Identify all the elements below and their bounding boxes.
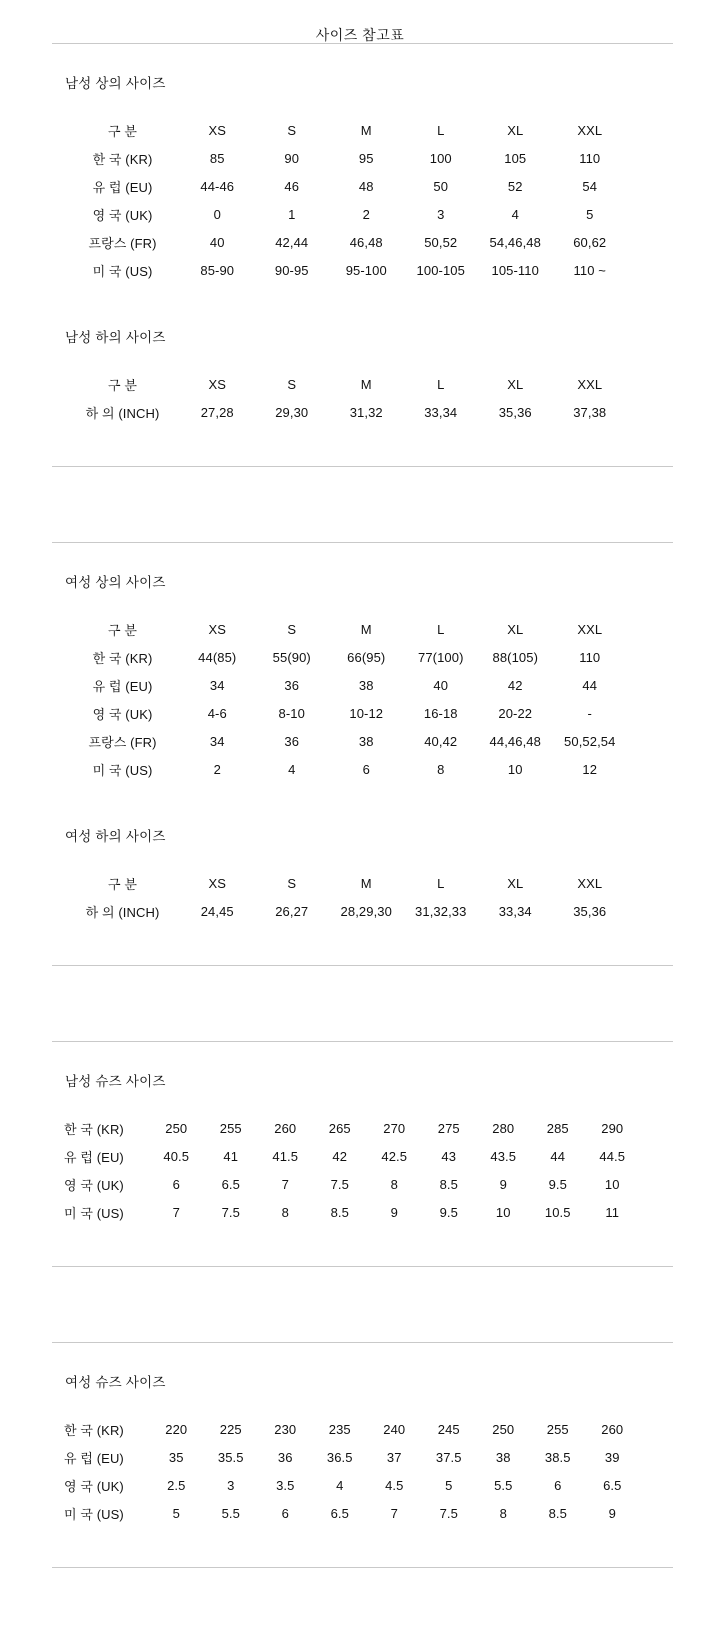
section-mens-shoes (0, 1042, 720, 1266)
size-value-cell: 8.5 (439, 1176, 458, 1192)
size-value-cell: 50,52,54 (564, 733, 616, 749)
size-value-cell: 105 (504, 150, 527, 166)
section-womens-apparel (0, 543, 720, 965)
size-value-cell: 5.5 (494, 1477, 513, 1493)
size-value-cell: 20-22 (498, 705, 533, 721)
size-value-cell: 9 (499, 1176, 507, 1192)
size-value-cell: 7.5 (439, 1505, 458, 1521)
size-value-cell: XXL (577, 875, 603, 891)
size-value-cell: 29,30 (275, 404, 309, 420)
size-value-cell: 6.5 (603, 1477, 622, 1493)
size-value-cell: 1 (288, 206, 296, 222)
size-value-cell: 7.5 (221, 1204, 240, 1220)
size-value-cell: - (587, 705, 592, 721)
row-label: 영 국 (UK) (64, 1478, 124, 1494)
row-label: 구 분 (107, 876, 138, 892)
size-value-cell: 43.5 (490, 1148, 517, 1164)
size-value-cell: 44 (582, 677, 598, 693)
size-value-cell: 95 (358, 150, 374, 166)
size-value-cell: 275 (437, 1120, 460, 1136)
heading-womens-shoes: 여성 슈즈 사이즈 (65, 1375, 166, 1390)
size-value-cell: 42.5 (381, 1148, 408, 1164)
size-value-cell: 36 (284, 733, 300, 749)
size-value-cell: 9 (390, 1204, 398, 1220)
size-value-cell: 2 (213, 761, 221, 777)
size-value-cell: S (287, 122, 297, 138)
size-value-cell: XL (507, 621, 524, 637)
size-value-cell: 50 (433, 178, 449, 194)
row-label: 미 국 (US) (64, 1205, 124, 1221)
size-value-cell: 66(95) (347, 649, 386, 665)
size-value-cell: 220 (165, 1421, 188, 1437)
womens-bottoms-table (65, 869, 720, 925)
row-label: 한 국 (KR) (92, 151, 153, 167)
size-value-cell: 2 (362, 206, 370, 222)
row-label: 유 럽 (EU) (64, 1149, 124, 1165)
section-womens-shoes (0, 1343, 720, 1567)
size-value-cell: S (287, 376, 297, 392)
heading-mens-tops: 남성 상의 사이즈 (65, 76, 166, 91)
size-value-cell: L (437, 376, 445, 392)
size-value-cell: 40 (209, 234, 225, 250)
size-value-cell: 8.5 (330, 1204, 349, 1220)
size-value-cell: 90-95 (274, 262, 309, 278)
size-value-cell: 41.5 (272, 1148, 299, 1164)
size-value-cell: 44(85) (198, 649, 237, 665)
size-value-cell: XL (507, 122, 524, 138)
size-value-cell: 44 (550, 1148, 566, 1164)
size-value-cell: 290 (601, 1120, 624, 1136)
size-value-cell: 28,29,30 (340, 903, 392, 919)
size-value-cell: 46,48 (349, 234, 383, 250)
size-value-cell: 100-105 (416, 262, 465, 278)
size-value-cell: 230 (274, 1421, 297, 1437)
womens-shoes-table (60, 1415, 720, 1527)
size-value-cell: 37,38 (573, 404, 607, 420)
size-value-cell: 43 (441, 1148, 457, 1164)
size-value-cell: 36 (284, 677, 300, 693)
size-value-cell: S (287, 621, 297, 637)
row-label: 한 국 (KR) (92, 650, 153, 666)
size-value-cell: 5.5 (221, 1505, 240, 1521)
size-value-cell: 38 (358, 677, 374, 693)
size-value-cell: XXL (577, 621, 603, 637)
size-value-cell: 42 (332, 1148, 348, 1164)
size-value-cell: 38 (358, 733, 374, 749)
size-value-cell: 0 (213, 206, 221, 222)
size-value-cell: 245 (437, 1421, 460, 1437)
size-value-cell: 4-6 (207, 705, 227, 721)
size-value-cell: 31,32 (349, 404, 383, 420)
row-label: 유 럽 (EU) (92, 678, 153, 694)
size-value-cell: 10 (604, 1176, 620, 1192)
row-label: 유 럽 (EU) (64, 1450, 124, 1466)
size-value-cell: 6 (281, 1505, 289, 1521)
size-value-cell: 110 ~ (573, 262, 606, 278)
size-value-cell: 42,44 (275, 234, 309, 250)
size-value-cell: 54 (582, 178, 598, 194)
size-value-cell: 52 (507, 178, 523, 194)
row-label: 프랑스 (FR) (88, 235, 157, 251)
row-label: 한 국 (KR) (64, 1121, 124, 1137)
size-value-cell: 8.5 (548, 1505, 567, 1521)
row-label: 하 의 (INCH) (85, 405, 160, 421)
size-value-cell: 44-46 (200, 178, 235, 194)
size-value-cell: 35.5 (217, 1449, 244, 1465)
size-value-cell: M (360, 875, 372, 891)
bottom-whitespace (0, 1568, 720, 1636)
size-value-cell: 90 (284, 150, 300, 166)
size-value-cell: 31,32,33 (415, 903, 467, 919)
section-gap (0, 966, 720, 1041)
size-value-cell: 9.5 (548, 1176, 567, 1192)
size-value-cell: 44.5 (599, 1148, 626, 1164)
size-value-cell: 250 (492, 1421, 515, 1437)
size-value-cell: XXL (577, 376, 603, 392)
section-mens-apparel (0, 44, 720, 466)
size-value-cell: 37.5 (435, 1449, 462, 1465)
row-label: 한 국 (KR) (64, 1422, 124, 1438)
row-label: 미 국 (US) (92, 263, 153, 279)
size-value-cell: 7 (172, 1204, 180, 1220)
size-value-cell: 265 (328, 1120, 351, 1136)
size-value-cell: 16-18 (423, 705, 458, 721)
size-value-cell: 40.5 (163, 1148, 190, 1164)
heading-mens-shoes: 남성 슈즈 사이즈 (65, 1074, 166, 1089)
size-value-cell: M (360, 122, 372, 138)
size-value-cell: 285 (546, 1120, 569, 1136)
heading-womens-bottoms: 여성 하의 사이즈 (65, 829, 166, 844)
size-value-cell: 280 (492, 1120, 515, 1136)
size-value-cell: 5 (445, 1477, 453, 1493)
size-value-cell: 7 (281, 1176, 289, 1192)
size-value-cell: 7.5 (330, 1176, 349, 1192)
size-value-cell: XL (507, 875, 524, 891)
size-value-cell: 3.5 (276, 1477, 295, 1493)
size-value-cell: 40 (433, 677, 449, 693)
size-value-cell: 6 (554, 1477, 562, 1493)
size-value-cell: 44,46,48 (489, 733, 541, 749)
size-value-cell: 9 (608, 1505, 616, 1521)
size-value-cell: 42 (507, 677, 523, 693)
mens-bottoms-table (65, 370, 720, 426)
size-value-cell: 6 (362, 761, 370, 777)
page-title: 사이즈 참고표 (315, 27, 405, 43)
size-value-cell: 41 (223, 1148, 239, 1164)
size-value-cell: 36 (277, 1449, 293, 1465)
size-value-cell: 260 (274, 1120, 297, 1136)
size-value-cell: 40,42 (424, 733, 458, 749)
size-value-cell: 33,34 (424, 404, 458, 420)
size-value-cell: 38.5 (544, 1449, 571, 1465)
section-gap (0, 467, 720, 542)
size-value-cell: 9.5 (439, 1204, 458, 1220)
size-value-cell: XL (507, 376, 524, 392)
size-value-cell: 6.5 (330, 1505, 349, 1521)
size-value-cell: XS (208, 376, 227, 392)
row-label: 영 국 (UK) (92, 706, 153, 722)
size-value-cell: 85 (209, 150, 225, 166)
size-value-cell: M (360, 621, 372, 637)
size-value-cell: 35 (168, 1449, 184, 1465)
size-value-cell: 105-110 (491, 262, 539, 278)
size-value-cell: 250 (165, 1120, 188, 1136)
size-value-cell: 36.5 (326, 1449, 353, 1465)
size-value-cell: 35,36 (498, 404, 532, 420)
size-value-cell: 5 (586, 206, 594, 222)
size-value-cell: 260 (601, 1421, 624, 1437)
size-value-cell: 8 (390, 1176, 398, 1192)
size-value-cell: 26,27 (275, 903, 309, 919)
mens-shoes-table (60, 1114, 720, 1226)
size-value-cell: 8-10 (278, 705, 305, 721)
size-value-cell: L (437, 621, 445, 637)
size-value-cell: 100 (429, 150, 452, 166)
row-label: 영 국 (UK) (64, 1177, 124, 1193)
size-value-cell: XS (208, 875, 227, 891)
size-value-cell: 27,28 (200, 404, 234, 420)
heading-mens-bottoms: 남성 하의 사이즈 (65, 330, 166, 345)
size-value-cell: 4 (511, 206, 519, 222)
size-value-cell: 33,34 (498, 903, 532, 919)
size-value-cell: 11 (605, 1204, 620, 1220)
size-value-cell: XS (208, 621, 227, 637)
heading-womens-tops: 여성 상의 사이즈 (65, 575, 166, 590)
size-value-cell: 35,36 (573, 903, 607, 919)
row-label: 유 럽 (EU) (92, 179, 153, 195)
row-label: 프랑스 (FR) (88, 734, 157, 750)
size-value-cell: 60,62 (573, 234, 607, 250)
size-value-cell: 12 (582, 761, 598, 777)
row-label: 미 국 (US) (92, 762, 153, 778)
size-value-cell: 88(105) (492, 649, 538, 665)
size-value-cell: 225 (219, 1421, 242, 1437)
size-value-cell: 235 (328, 1421, 351, 1437)
size-value-cell: 110 (579, 150, 601, 166)
size-value-cell: 39 (604, 1449, 620, 1465)
size-value-cell: 4 (336, 1477, 344, 1493)
row-label: 미 국 (US) (64, 1506, 124, 1522)
size-value-cell: 10 (495, 1204, 511, 1220)
size-value-cell: 34 (209, 733, 225, 749)
size-value-cell: 10 (507, 761, 523, 777)
size-value-cell: 8 (499, 1505, 507, 1521)
size-value-cell: M (360, 376, 372, 392)
womens-tops-table (65, 615, 720, 783)
size-value-cell: XS (208, 122, 227, 138)
size-value-cell: 95-100 (345, 262, 387, 278)
size-value-cell: 255 (219, 1120, 242, 1136)
row-label: 구 분 (107, 123, 138, 139)
size-value-cell: 37 (386, 1449, 402, 1465)
size-value-cell: 46 (284, 178, 300, 194)
size-value-cell: 255 (546, 1421, 569, 1437)
row-label: 구 분 (107, 377, 138, 393)
size-value-cell: L (437, 122, 445, 138)
size-value-cell: XXL (577, 122, 603, 138)
size-value-cell: 6 (172, 1176, 180, 1192)
size-value-cell: 85-90 (200, 262, 235, 278)
mens-tops-table (65, 116, 720, 284)
size-value-cell: 48 (358, 178, 374, 194)
size-value-cell: 2.5 (167, 1477, 186, 1493)
size-value-cell: 4.5 (385, 1477, 404, 1493)
size-value-cell: 4 (288, 761, 296, 777)
size-value-cell: 55(90) (272, 649, 311, 665)
size-value-cell: 34 (209, 677, 225, 693)
row-label: 구 분 (107, 622, 138, 638)
section-gap (0, 1267, 720, 1342)
size-value-cell: 50,52 (424, 234, 458, 250)
size-value-cell: 5 (172, 1505, 180, 1521)
size-value-cell: S (287, 875, 297, 891)
size-value-cell: 24,45 (200, 903, 234, 919)
row-label: 영 국 (UK) (92, 207, 153, 223)
size-value-cell: 6.5 (221, 1176, 240, 1192)
size-value-cell: 110 (579, 649, 601, 665)
size-value-cell: 270 (383, 1120, 406, 1136)
size-value-cell: L (437, 875, 445, 891)
size-value-cell: 10.5 (544, 1204, 571, 1220)
size-value-cell: 10-12 (349, 705, 384, 721)
size-value-cell: 3 (227, 1477, 235, 1493)
size-value-cell: 38 (495, 1449, 511, 1465)
row-label: 하 의 (INCH) (85, 904, 160, 920)
size-value-cell: 54,46,48 (489, 234, 541, 250)
size-value-cell: 8 (281, 1204, 289, 1220)
size-value-cell: 7 (390, 1505, 398, 1521)
size-value-cell: 77(100) (417, 649, 464, 665)
size-value-cell: 8 (437, 761, 445, 777)
size-value-cell: 240 (383, 1421, 406, 1437)
size-value-cell: 3 (437, 206, 445, 222)
